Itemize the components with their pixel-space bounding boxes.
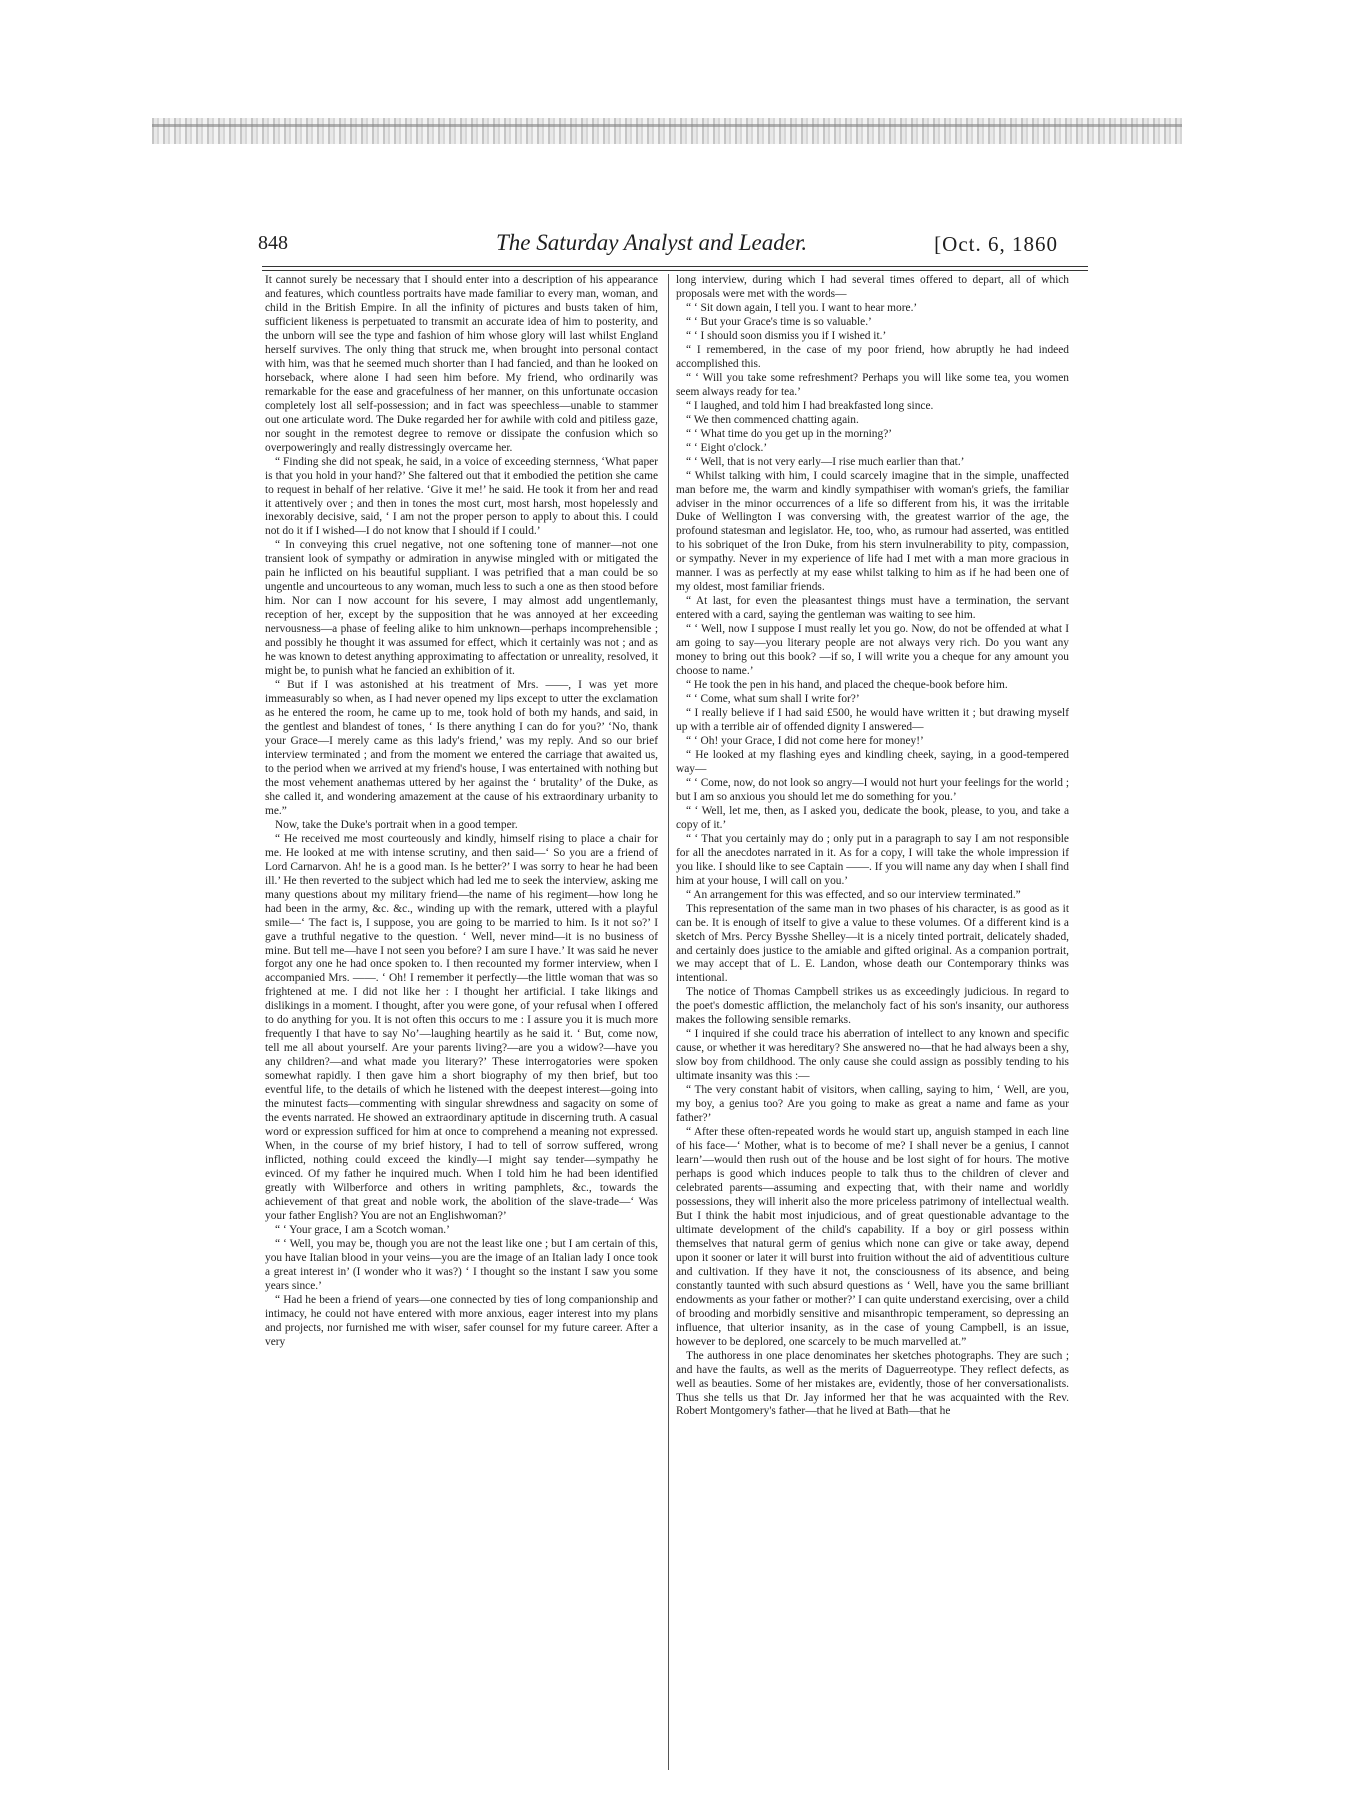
article-column-right	[676, 274, 1069, 1770]
paragraph: long interview, during which I had several times offered to depart, all of which proposals were met with the words—	[676, 274, 1069, 300]
page-number: 848	[258, 232, 288, 254]
paragraph: “ He received me most courteously and kindly, himself rising to place a chair for me. He looked at me with intense scrutiny, and then said—‘ So you are a friend of Lord Carnarvon. Ah! he is a good man. Is he better?’ I was sorry to hear he had been ill.’ He then reverted to the subject which had led me to seek the interview, asking me many questions about my military friend—the name of his regiment—how long he had been in the army, &c. &c., winding up with the remark, uttered with a playful smile—‘ The fact is, I suppose, you are going to be married to him. Is it not so?’ I gave a truthful negative to the question. ‘ Well, never mind—it is no business of mine. But tell me—have I not seen you before? I am sure I have.’ It was said he never forgot any one he had once spoken to. I then recounted my former interview, when I accompanied Mrs. ——. ‘ Oh! I remember it perfectly—the little woman that was so frightened at me. I did not like her : I thought her artificial. I take likings and dislikings in a moment. I thought, after you were gone, of your refusal when I offered to do anything for you. It is not often this occurs to me : I assure you it is much more frequently I that have to say No’—laughing heartily as he said it. ‘ But, come now, tell me all about yourself. Are your parents living?—are you a widow?—have you any children?—and what made you literary?’ These interrogatories were spoken somewhat rapidly. I then gave him a short biography of my then brief, but too eventful life, to the details of which he listened with the deepest interest—going into the minutest facts—commenting with singular shrewdness and sagacity on some of the events narrated. He showed an extraordinary aptitude in discerning truth. A casual word or expression sufficed for him at once to comprehend a meaning not expressed. When, in the course of my brief history, I had to tell of sorrow suffered, wrong inflicted, nothing could exceed the kindly—I might say tender—sympathy he evinced. Of my father he inquired much. When I told him he had been identified greatly with Wilberforce and others in writing pamphlets, &c., towards the achievement of that great and noble work, the abolition of the slave-trade—‘ Was your father English? You are not an Englishwoman?’	[265, 832, 658, 1222]
header-rule	[262, 266, 1088, 267]
paragraph: This representation of the same man in two phases of his character, is as good as it can be. It is enough of itself to give a value to these volumes. Of a different kind is a sketch of Mrs. Percy Bysshe Shelley—it is a nicely tinted portrait, delicately shaded, and certainly does justice to the amiable and gifted original. As a companion portrait, we may accept that of L. E. Landon, whose death our Contemporary thinks was intentional.	[676, 902, 1069, 985]
paragraph: “ ‘ But your Grace's time is so valuable.’	[686, 315, 872, 328]
paragraph: “ I remembered, in the case of my poor friend, how abruptly he had indeed accomplished this.	[676, 343, 1069, 370]
paragraph: “ ‘ Well, that is not very early—I rise much earlier than that.’	[686, 455, 965, 468]
paragraph: “ After these often-repeated words he would start up, anguish stamped in each line of his face—‘ Mother, what is to become of me? I shall never be a genius, I cannot learn’—would then rush out of the house and be lost sight of for hours. The motive perhaps is good which induces people to talk thus to the children of clever and celebrated parents—assuming and expecting that, with their name and worldly possessions, they will inherit also the more priceless patrimony of intellectual wealth. But I think the habit most injudicious, and of great questionable advantage to the ultimate development of the child's capability. If a boy or girl possess within themselves that natural germ of genius which none can give or take away, depend upon it sooner or later it will burst into fruition without the aid of adventitious culture and cultivation. If they have it not, the consciousness of its absence, and being constantly taunted with such absurd questions as ‘ Well, have you the same brilliant endowments as your father or mother?’ I can quite understand exercising, over a child of brooding and morbidly sensitive and misanthropic temperament, so depressing an influence, that ulterior insanity, as in the case of young Campbell, is an issue, however to be deplored, one scarcely to be much marvelled at.”	[676, 1126, 1069, 1348]
paragraph: “ ‘ That you certainly may do ; only put in a paragraph to say I am not responsible for all the anecdotes narrated in it. As for a copy, I will take the whole impression if you like. I should like to see Captain ——. If you will name any day when I shall find him at your house, I will call on you.’	[676, 832, 1069, 887]
paragraph: “ We then commenced chatting again.	[686, 413, 859, 426]
paragraph: The authoress in one place denominates her sketches photographs. They are such ; and have the faults, as well as the merits of Daguerreotype. They reflect defects, as well as beauties. Some of her mistakes are, evidently, those of her conversationalists. Thus she tells us that Dr. Jay informed her that he was acquainted with the Rev. Robert Montgomery's father—that he lived at Bath—that he	[676, 1349, 1069, 1418]
paragraph: Now, take the Duke's portrait when in a good temper.	[275, 818, 518, 831]
paragraph: “ ‘ Well, you may be, though you are not the least like one ; but I am certain of this, you have Italian blood in your veins—you are the image of an Italian lady I once took a great interest in’ (I wonder who it was?) ‘ I thought so the instant I saw you some years since.’	[265, 1237, 658, 1292]
paragraph: “ ‘ Well, now I suppose I must really let you go. Now, do not be offended at what I am going to say—you literary people are not always very rich. Do you want any money to bring out this book? —if so, I will write you a cheque for any amount you choose to name.’	[676, 623, 1069, 678]
page-header	[258, 230, 1058, 262]
paragraph: “ ‘ Come, now, do not look so angry—I would not hurt your feelings for the world ; but I am so anxious you should let me do something for you.’	[676, 776, 1069, 803]
paragraph: “ Whilst talking with him, I could scarcely imagine that in the simple, unaffected man before me, the warm and kindly sympathiser with woman's griefs, the familiar adviser in the minor occurrences of a life so different from his, it was the irritable Duke of Wellington I was conversing with, the greatest warrior of the age, the profound statesman and legislator. He, too, who, as rumour had asserted, was entitled to his sobriquet of the Iron Duke, from his stern invulnerability to pity, compassion, or sympathy. Never in my experience of life had I met with a man more gracious in manner. I was as perfectly at my ease whilst talking to him as if he had been one of my oldest, most familiar friends.	[676, 469, 1069, 594]
paragraph: The notice of Thomas Campbell strikes us as exceedingly judicious. In regard to the poet's domestic affliction, the melancholy fact of his son's insanity, our authoress makes the following sensible remarks.	[676, 986, 1069, 1027]
paragraph: “ Had he been a friend of years—one connected by ties of long companionship and intimacy, he could not have entered with more anxious, eager interest into my plans and projects, nor furnished me with wiser, safer counsel for my future career. After a very	[265, 1293, 658, 1348]
paragraph: “ ‘ Eight o'clock.’	[686, 441, 768, 454]
issue-date: [Oct. 6, 1860	[934, 232, 1058, 256]
paragraph: “ I inquired if she could trace his aberration of intellect to any known and specific cause, or whether it was hereditary? She answered no—that he had always been a shy, slow boy from childhood. The only cause she could assign as possibly tending to his ultimate insanity was this :—	[676, 1028, 1069, 1083]
paragraph: “ The very constant habit of visitors, when calling, saying to him, ‘ Well, are you, my boy, a genius too? Are you going to make as great a name and fame as your father?’	[676, 1084, 1069, 1125]
paragraph: “ At last, for even the pleasantest things must have a termination, the servant entered with a card, saying the gentleman was waiting to see him.	[676, 595, 1069, 622]
paragraph: “ ‘ Come, what sum shall I write for?’	[686, 693, 860, 706]
header-rule-double	[262, 270, 1088, 271]
paragraph: “ I laughed, and told him I had breakfasted long since.	[686, 399, 934, 412]
paragraph: “ ‘ I should soon dismiss you if I wished it.’	[686, 329, 887, 342]
paragraph: It cannot surely be necessary that I should enter into a description of his appearance and features, which countless portraits have made familiar to every man, woman, and child in the British Empire. In all the infinity of pictures and busts taken of him, sufficient likeness is perpetuated to transmit an accurate idea of him to posterity, and the unborn will see the type and fashion of him whose glory will last whilst England herself survives. The only thing that struck me, when brought into personal contact with him, was that he seemed much shorter than I had fancied, and than he looked on horseback, where alone I had seen him before. My friend, who ordinarily was remarkable for the ease and gracefulness of her manner, on this unfortunate occasion completely lost all self-possession; and in fact was speechless—unable to stammer out one articulate word. The Duke regarded her for awhile with cold and pitiless gaze, nor sought in the remotest degree to remove or dissipate the confusion which so overpoweringly and really distressingly overcame her.	[265, 274, 658, 454]
paragraph: “ ‘ Sit down again, I tell you. I want to hear more.’	[686, 301, 918, 314]
paragraph: “ ‘ What time do you get up in the morning?’	[686, 427, 893, 440]
scan-artifact-band	[152, 118, 1182, 144]
paragraph: “ He took the pen in his hand, and placed the cheque-book before him.	[686, 679, 1008, 692]
paragraph: “ In conveying this cruel negative, not one softening tone of manner—not one transient look of sympathy or admiration in anywise mingled with or mitigated the pain he inflicted on his beautiful suppliant. I was petrified that a man could be so ungentle and uncourteous to any woman, much less to such a one as then stood before him. Nor can I now account for his severe, I may almost add ungentlemanly, reception of her, except by the supposition that he was annoyed at her exceeding nervousness—a phase of feeling alike to him unknown—perhaps incomprehensible ; and possibly he thought it was assumed for effect, which it certainly was not ; and as he was known to detest anything approximating to affectation or unreality, resolved, it might be, to punish what he fancied an exhibition of it.	[265, 539, 658, 678]
paragraph: “ ‘ Will you take some refreshment? Perhaps you will like some tea, you women seem always ready for tea.’	[676, 371, 1069, 398]
paragraph: “ He looked at my flashing eyes and kindling cheek, saying, in a good-tempered way—	[676, 748, 1069, 775]
paragraph: “ But if I was astonished at his treatment of Mrs. ——, I was yet more immeasurably so when, as I had never opened my lips except to utter the exclamation as he entered the room, he came up to me, took hold of both my hands, and said, in the gentlest and blandest of tones, ‘ Is there anything I can do for you?’ ‘No, thank your Grace—I merely came as this lady's friend,’ was my reply. And so our brief interview terminated ; and from the moment we entered the carriage that awaited us, to the period when we arrived at my friend's house, I was entertained with nothing but the most vehement anathemas uttered by her against the ‘ brutality’ of the Duke, as she called it, and wondering amazement at the cause of his extraordinary urbanity to me.”	[265, 679, 658, 817]
paragraph: “ Finding she did not speak, he said, in a voice of exceeding sternness, ‘What paper is that you hold in your hand?’ She faltered out that it embodied the petition she came to request in behalf of her relative. ‘Give it me!’ he said. He took it from her and read it attentively over ; and then in tones the most curt, most harsh, most hopelessly and inexorably decisive, said, ‘ I am not the proper person to apply to about this. I could not do it if I wished—I do not know that I should if I could.’	[265, 455, 658, 538]
column-divider	[668, 274, 669, 1770]
paragraph: “ An arrangement for this was effected, and so our interview terminated.”	[686, 888, 1021, 901]
paragraph: “ ‘ Well, let me, then, as I asked you, dedicate the book, please, to you, and take a copy of it.’	[676, 804, 1069, 831]
publication-title: The Saturday Analyst and Leader.	[496, 230, 808, 255]
paragraph: “ ‘ Oh! your Grace, I did not come here for money!’	[686, 734, 924, 747]
article-column-left	[265, 274, 658, 1770]
paragraph: “ ‘ Your grace, I am a Scotch woman.’	[275, 1223, 450, 1236]
paragraph: “ I really believe if I had said £500, he would have written it ; but drawing myself up with a terrible air of offended dignity I answered—	[676, 707, 1069, 733]
